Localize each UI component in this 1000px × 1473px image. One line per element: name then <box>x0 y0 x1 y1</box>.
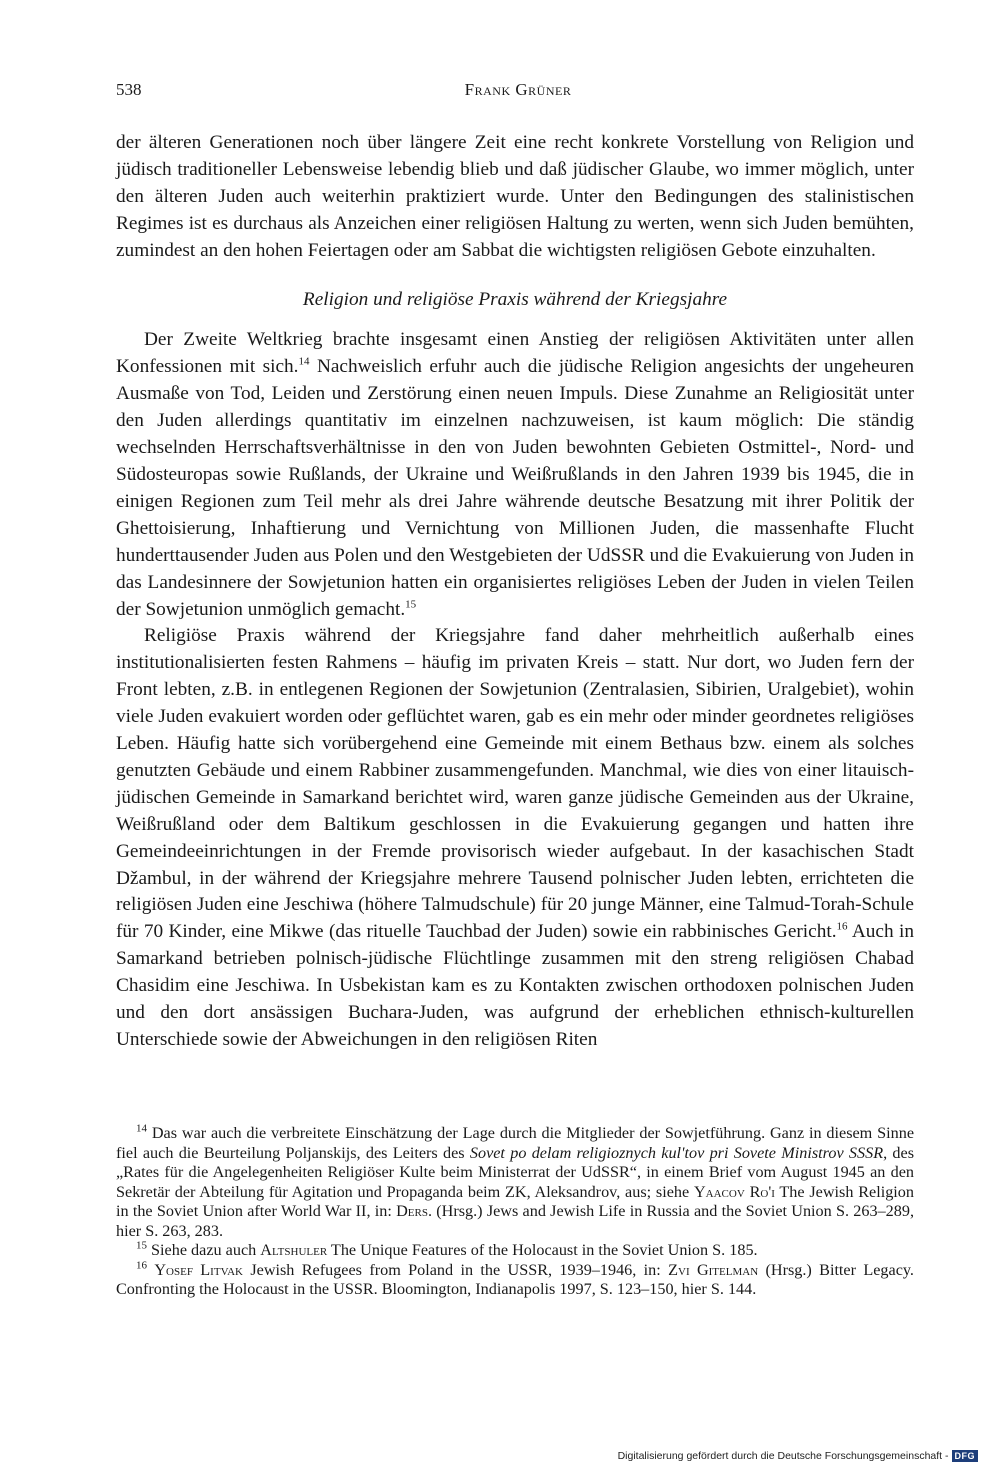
footnote-number: 15 <box>136 1239 147 1252</box>
paragraph <box>116 623 914 1054</box>
footnote-15 <box>116 1241 914 1261</box>
footnote-author: Yaacov Ro'i <box>693 1182 775 1201</box>
footnote-14 <box>116 1124 914 1241</box>
footnotes <box>116 1124 914 1300</box>
footnote-text: The Jewish Religion in the Soviet Union after World War II, in: <box>116 1182 914 1220</box>
page-number: 538 <box>116 80 142 99</box>
footnote-text: (Hrsg.) Jews and Jewish Life in Russia and the Soviet Union S. 263–289, hier S. 263, 283. <box>116 1202 914 1240</box>
footnote-text: The Unique Features of the Holocaust in the Soviet Union S. 185. <box>327 1241 758 1259</box>
paragraph-text: Der Zweite Weltkrieg brachte insgesamt einen Anstieg der religiösen Aktivitäten unter allen Konfessionen mit sich. <box>116 329 914 378</box>
footnote-ref[interactable]: 16 <box>836 920 848 933</box>
footnote-text: Das war auch die verbreitete Einschätzung der Lage durch die Mitglieder der Sowjetführung. Ganz in diesem Sinne fiel auch die Beurteilung Poljanskijs, des Leiters des <box>116 1124 914 1162</box>
paragraph <box>116 327 914 623</box>
running-head: Frank Grüner <box>464 80 572 99</box>
main-text <box>116 130 914 1054</box>
footnote-ref[interactable]: 15 <box>405 598 417 611</box>
footnote-ref[interactable]: 14 <box>298 355 310 368</box>
page-header <box>116 80 920 104</box>
footnote-italic: Sovet po delam religioznych kul'tov pri Sovete Ministrov SSSR <box>469 1143 884 1162</box>
footnote-text: Siehe dazu auch <box>147 1241 261 1259</box>
footnote-text: , des „Rates für die Angelegenheiten Religiöser Kulte beim Ministerrat der UdSSR“, in einem Brief vom August 1945 an den Sekretär der Abteilung für Agitation und Propaganda beim ZK, Aleksandrov, aus; siehe <box>116 1143 915 1201</box>
footnote-text: (Hrsg.) Bitter Legacy. Confronting the Holocaust in the USSR. Bloomington, Indianapolis 1997, S. 123–150, hier S. 144. <box>116 1260 914 1298</box>
section-heading: Religion und religiöse Praxis während der Kriegsjahre <box>302 288 728 310</box>
footnote-number: 16 <box>136 1259 147 1272</box>
footer-text: Digitalisierung gefördert durch die Deutsche Forschungsgemeinschaft - <box>617 1450 949 1462</box>
dfg-logo-icon: DFG <box>952 1450 979 1462</box>
paragraph-text: Auch in Samarkand betrieben polnisch-jüdische Flüchtlinge zusammen mit den streng religiösen Chabad Chasidim eine Jeschiwa. In Usbekistan kam es zu Kontakten zwischen orthodoxen polnischen Juden und den dort ansässigen Buchara-Juden, was aufgrund der erheblichen ethnisch-kulturellen Unterschiede sowie der Abweichungen in den religiösen Riten <box>116 921 914 1050</box>
footnote-16 <box>116 1261 914 1300</box>
footnote-author: Zvi Gitelman <box>668 1260 759 1279</box>
digitization-footer <box>618 1450 978 1462</box>
paragraph-text: Religiöse Praxis während der Kriegsjahre fand daher mehrheitlich außerhalb eines institutionalisierten festen Rahmens – häufig im privaten Kreis – statt. Nur dort, wo Juden fern der Front lebten, z.B. in entlegenen Regionen der Sowjetunion (Zentralasien, Sibirien, Uralgebiet), wohin viele Juden evakuiert worden oder geflüchtet waren, gab es ein mehr oder minder geordnetes religiöses Leben. Häufig hatte sich vorübergehend eine Gemeinde mit einem Bethaus bzw. einem als solches genutzten Gebäude und einem Rabbiner zusammengefunden. Manchmal, wie dies von einer litauisch-jüdischen Gemeinde in Samarkand berichtet wird, waren ganze jüdische Gemeinden aus der Ukraine, Weißrußland oder dem Baltikum geschlossen in die Evakuierung gegangen und hatten ihre Gemeindeeinrichtungen in der Fremde provisorisch wieder aufgebaut. In der kasachischen Stadt Džambul, in der während der Kriegsjahre mehrere Tausend polnischer Juden lebten, errichteten die religiösen Juden eine Jeschiwa (höhere Talmudschule) für 20 junge Männer, eine Talmud-Torah-Schule für 70 Kinder, eine Mikwe (das rituelle Tauchbad der Juden) sowie ein rabbinisches Gericht. <box>116 625 914 943</box>
footnote-author: Altshuler <box>260 1241 328 1259</box>
footnote-author: Yosef Litvak <box>154 1260 243 1279</box>
footnote-number: 14 <box>136 1122 147 1135</box>
footnote-author: Ders. <box>396 1202 433 1220</box>
paragraph: der älteren Generationen noch über längere Zeit eine recht konkrete Vorstellung von Religion und jüdisch traditioneller Lebensweise lebendig blieb und daß jüdischer Glaube, wo immer möglich, unter den älteren Juden auch weiterhin praktiziert wurde. Unter den Bedingungen des stalinistischen Regimes ist es durchaus als Anzeichen einer religiösen Haltung zu werten, wenn sich Juden bemühten, zumindest an den hohen Feiertagen oder am Sabbat die wichtigsten religiösen Gebote einzuhalten. <box>116 132 914 261</box>
footnote-text: Jewish Refugees from Poland in the USSR, 1939–1946, in: <box>242 1260 669 1279</box>
paragraph-text: Nachweislich erfuhr auch die jüdische Religion angesichts der ungeheuren Ausmaße von Tod, Leiden und Zerstörung einen neuen Impuls. Diese Zunahme an Religiosität unter den Juden allerdings quantitativ im einzelnen nachzuweisen, ist kaum möglich: Die ständig wechselnden Herrschaftsverhältnisse in den von Juden bewohnten Gebieten Ostmittel-, Nord- und Südosteuropas sowie Rußlands, der Ukraine und Weißrußlands in den Jahren 1939 bis 1945, die in einigen Regionen zum Teil mehr als drei Jahre währende deutsche Besatzung mit ihrer Politik der Ghettoisierung, Inhaftierung und Vernichtung von Millionen Juden, die massenhafte Flucht hunderttausender Juden aus Polen und den Westgebieten der UdSSR und die Evakuierung von Juden in das Landesinnere der Sowjetunion hatten ein organisiertes religiöses Leben der Juden in vielen Teilen der Sowjetunion unmöglich gemacht. <box>116 356 914 620</box>
